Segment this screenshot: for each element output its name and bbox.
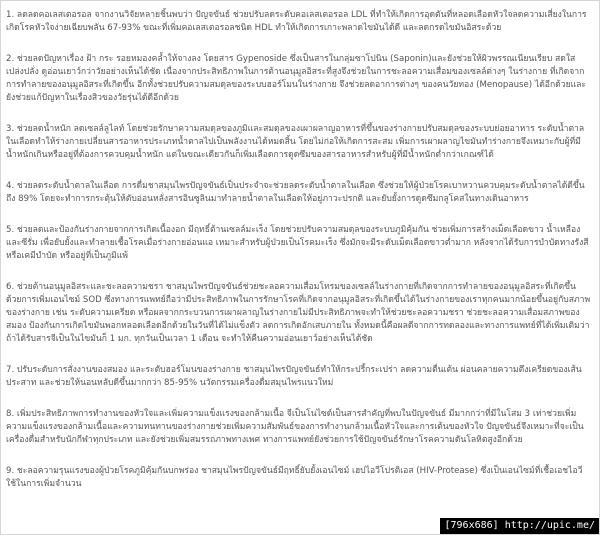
list-item-text: 8. เพิ่มประสิทธิภาพการทำงานของหัวใจและเพิ่มความแข็งแรงของกล้ามเนื้อ จีเป็นโนไซด์เป็นสารสำคัญที่พบในปัญจขันธ์ มีมากกว่าที่มีในโสม 3 เท่าช่วยเพิ่มความแข็งแรงของกล้ามเนื้อและความทนทานของร่างกายช่วยเพิ่มความสัมพันธ์ของการทำงานกล้ามเนื้อหัวใจและการเต้นของหัวใจ ปัญจขันธ์จึงเหมาะที่จะเป็นเครื่องดื่มสำหรับนักกีฬาทุกประเภท และยังช่วยเพิ่มสมรรถภาพทางเพศ ทางการแพทย์ยังช่วยการใช้ปัญจขันธ์รักษาโรคความดันโลหิตสูงอีกด้วย — [6, 409, 584, 445]
list-item — [6, 53, 591, 105]
benefits-list — [6, 9, 591, 509]
list-item-text: 5. ช่วยลดและป้องกันร่างกายจากการเกิดเนื้องอก มีฤทธิ์ต้านเซลล์มะเร็ง โดยช่วยปรับความสมดุลของระบบภูมิคุ้มกัน ช่วยเพิ่มการสร้างเม็ดเลือดขาว น้ำเหลือง และซีรั่ม เพื่อยับยั้งและทำลายเชื้อโรคเมื่อร่างกายอ่อนแอ เหมาะสำหรับผู้ป่วยเป็นโรคมะเร็ง ซึ่งมักจะมีระดับเม็ดเลือดขาวต่ำมาก หลังจากได้รับการบำบัดทางรังสี หรือเคมีบำบัด หรืออยู่ที่เป็นภูมิแพ้ — [6, 225, 589, 261]
list-item-text: 4. ช่วยลดระดับน้ำตาลในเลือด การดื่มชาสมุนไพรปัญจขันธ์เป็นประจำจะช่วยลดระดับน้ำตาลในเลือด ซึ่งช่วยให้ผู้ป่วยโรคเบาหวานควบคุมระดับน้ำตาลได้ดีขึ้นถึง 89% โดยจะทำการกระตุ้นให้ตับอ่อนหลั่งสารอินซูลินมาทำลายน้ำตาลในเลือดให้อยู่ภาวะปรกติ และยับยั้งการดูดซึมกลูโคสในทางเดินอาหาร — [6, 181, 585, 204]
list-item — [6, 224, 591, 263]
list-item — [6, 9, 591, 35]
image-host-watermark: [796x686] http://upic.me/ — [440, 518, 599, 534]
list-item-text: 2. ช่วยลดปัญหาเรื่อง ฝ้า กระ รอยหมองคล้ำให้จางลง โดยสาร Gypenoside ซึ่งเป็นสารในกลุ่มซาโปนิน (Saponin)และยังช่วยให้ผิวพรรณเนียนเรียบ สดใส เปล่งปลั่ง ดูอ่อนเยาว์กว่าวัยอย่างเห็นได้ชัด เนื่องจากประสิทธิภาพในการต้านอนุมูลอิสระที่สูงจึงช่วยในการชะลอความเสื่อมของเซลล์ต่างๆ ในร่างกาย ที่เกิดจากการทำลายของอนุมูลอิสระที่เกิดขึ้น อีกทั้งช่วยปรับความสมดุลของระบบฮอร์โมนในร่างกาย จึงช่วยลดอาการต่างๆ ของคนวัยทอง (Menopause) ได้อีกด้วยและยังช่วยแก้ปัญหาในเรื่องสิวของวัยรุ่นได้ดีอีกด้วย — [6, 54, 587, 103]
list-item-text: 3. ช่วยลดน้ำหนัก ลดเซลล์ลูไลท์ โดยช่วยรักษาความสมดุลของภูมิและสมดุลของเผาผลาญอาหารที่ขึ้นของร่างกายปรับสมดุลของระบบย่อยอาหาร ระดับน้ำตาลในเลือดทำให้ร่างกายเปลี่ยนสารอาหารประเภทน้ำตาลไปเป็นพลังงานได้หมดสิ้น โดยไม่ก่อให้เกิดการสะสม เพิ่มการเผาผลาญไขมันทำร่างกายจึงเหมาะกับผู้ที่มีน้ำหนักเกินหรืออยู่ที่ต้องการควบคุมน้ำหนัก แต่ในขณะเดียวกันก็เพิ่มเลือดการดูดซึมของสารอาหารสำหรับผู้ที่มีน้ำหนักต่ำกว่าเกณฑ์ได้ — [6, 124, 585, 160]
list-item — [6, 180, 591, 206]
list-item — [6, 281, 591, 346]
list-item — [6, 364, 591, 390]
list-item-text: 1. ลดลดคอเลสเตอรอล จากงานวิจัยหลายชิ้นพบว่า ปัญจขันธ์ ช่วยปรับลดระดับคอเลสเตอรอล LDL ที่ทำให้เกิดการอุดตันที่หลอดเลือดหัวใจลดความเสี่ยงในการเกิดโรคหัวใจง่ายเฉียบพลัน 67-93% ขณะที่เพิ่มคอเลสเตอรอลชนิด HDL ทำให้เกิดการเกาะพลาดไขมันได้ดี และลดกรดไขมันอิสระด้วย — [6, 10, 587, 33]
list-item-text: 6. ช่วยต้านอนุมูลอิสระและชะลอความชรา ชาสมุนไพรปัญจขันธ์ช่วยชะลอความเสื่อมโทรมของเซลล์ในร่างกายที่เกิดจากการทำลายของอนุมูลอิสระที่เกิดขึ้นด้วยการเพิ่มเอนไซม์ SOD ซึ่งทางการแพทย์ถือว่ามีประสิทธิภาพในการรักษาโรคที่เกิดจากอนุมูลอิสระที่เกิดขึ้นได้ในร่างกายของเราทุกคนมากน้อยขึ้นอยู่กับสภาพของร่างกาย เช่น ระดับความเครียด หรือผลจากกระบวนการเผาผลาญในร่างกายไม่มีประสิทธิภาพจะทำให้ช่วยชะลอความชรา ช่วยชะลอความเสื่อมสภาพของสมอง ป้องกันการเกิดไขมันพอกหลอดเลือดอีกด้วยในวันที่ได้ไม่แข็งตัว ลดการเกิดอักเสบภายใน ทั้งหมดนี้คือผลดีจากการทดลองและทางการแพทย์ที่ได้เพิ่มเติมว่า ถ้าได้รับสารจีเป็นในไขมันก็ 1 มก. ทุกวันเป็นเวลา 1 เดือน จะทำให้คืนความอ่อนเยาว์อย่างเห็นได้ชัด — [6, 282, 591, 344]
list-item-text: 7. ปรับระดับการสั่งงานของสมอง และระดับฮอร์โมนของร่างกาย ชาสมุนไพรปัญจขันธ์ทำให้กระปรี้กระเปร่า ลดความตื่นเต้น ผ่อนคลายความตึงเครียดของเส้นประสาท และช่วยให้นอนหลับดีขึ้นมากกว่า 85-95% นวัตกรรมเครื่องดื่มสมุนไพรแนวใหม่ — [6, 365, 582, 388]
list-item — [6, 408, 591, 447]
list-item — [6, 123, 591, 162]
list-item-text: 9. ชะลอความรุนแรงของผู้ป่วยโรคภูมิคุ้มกันบกพร่อง ชาสมุนไพรปัญจขันธ์มีฤทธิ์ยับยั้งเอนไซม์ เฮปไอวีโปรติเอส (HIV-Protease) ซึ่งเป็นเอนไซม์ที่เชื้อเอชไอวีใช้ในการเพิ่มจำนวน — [6, 466, 583, 489]
list-item — [6, 465, 591, 491]
